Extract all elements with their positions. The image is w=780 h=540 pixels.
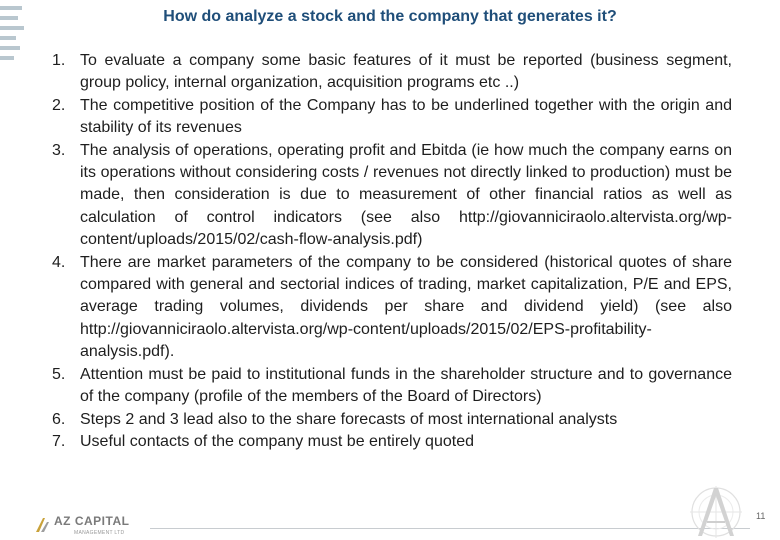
item-text: To evaluate a company some basic features of it must be reported (business segment, group policy, internal organization, acquisition programs etc ..) [80,52,732,92]
item-text: Steps 2 and 3 lead also to the share forecasts of most international analysts [80,410,618,428]
item-number: 2. [52,96,66,114]
list-item [52,95,732,140]
list-item [52,140,732,252]
list-item [52,409,732,431]
logo-mark-icon [34,516,52,534]
company-logo [34,512,144,540]
footer-divider [150,528,750,529]
item-text: The competitive position of the Company has to be underlined together with the origin and stability of its revenues [80,96,732,137]
item-number: 4. [52,253,66,271]
item-number: 6. [52,410,66,428]
analysis-steps-list [52,50,732,453]
list-item [52,431,732,453]
list-item [52,364,732,409]
list-item [52,50,732,95]
page-number: 11 [756,511,766,521]
item-text: There are market parameters of the company to be considered (historical quotes of share compared with general and sectorial indices of trading, market capitalization, P/E and EPS, average trading volumes, dividends per share and dividend yield) (see also http://giovanniciraolo.altervista.org/wp-content/uploads/2015/02/EPS-profitability-analysis.pdf). [80,253,732,361]
compass-emblem-icon [680,478,760,540]
list-item [52,252,732,364]
item-text: The analysis of operations, operating profit and Ebitda (ie how much the company earns on its operations without considering costs / revenues not directly linked to production) must be made, then consideration is due to measurement of other financial ratios as well as calculation of control indicators (see also http://giovanniciraolo.altervista.org/wp-content/uploads/2015/02/cash-flow-analysis.pdf) [80,141,732,249]
page-title: How do analyze a stock and the company that generates it? [163,8,617,25]
item-number: 1. [52,52,66,69]
logo-subtitle: MANAGEMENT LTD [74,530,125,536]
item-number: 5. [52,365,66,383]
item-text: Attention must be paid to institutional funds in the shareholder structure and to governance of the company (profile of the members of the Board of Directors) [80,365,732,406]
item-number: 3. [52,141,66,159]
item-number: 7. [52,432,66,450]
logo-name: AZ CAPITAL [54,514,130,528]
item-text: Useful contacts of the company must be entirely quoted [80,432,474,450]
